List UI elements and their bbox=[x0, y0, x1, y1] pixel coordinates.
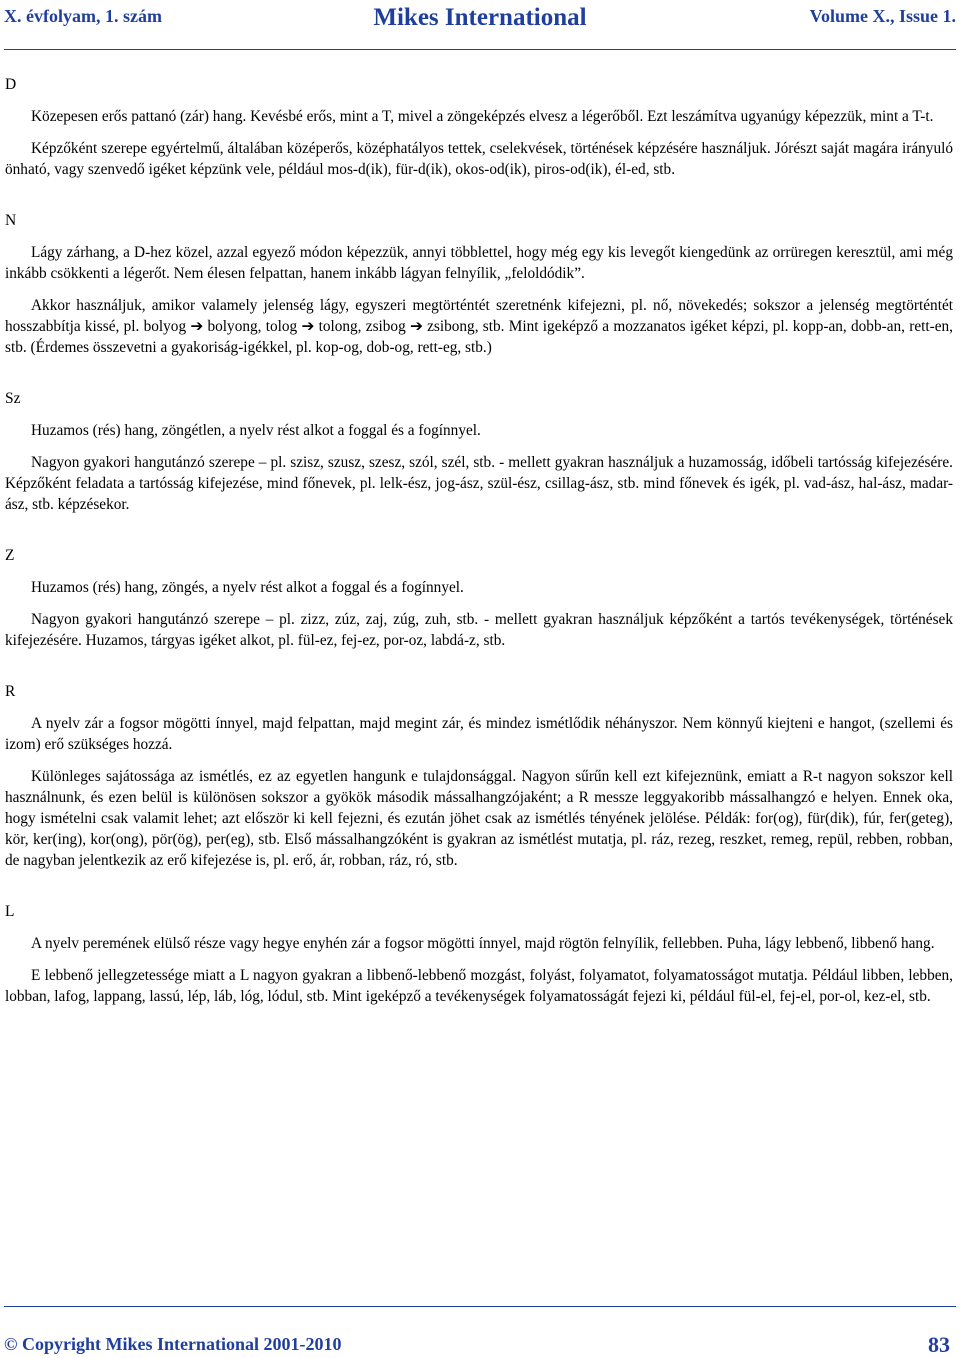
page-header bbox=[4, 2, 956, 42]
paragraph: Huzamos (rés) hang, zöngés, a nyelv rést alkot a foggal és a fogínnyel. bbox=[31, 579, 464, 596]
paragraph: A nyelv zár a fogsor mögötti ínnyel, majd felpattan, majd megint zár, és mindez ismétlődik néhányszor. Nem könnyű kiejteni e hangot, (szellemi és izom) erő szükséges hozzá. bbox=[5, 715, 953, 753]
page-footer bbox=[4, 1330, 956, 1356]
paragraph: Nagyon gyakori hangutánzó szerepe – pl. szisz, szusz, szesz, szól, szél, stb. - mellett gyakran használjuk a huzamosság, időbeli tartósság kifejezésére. Képzőként feladata a tartósság kifejezése, mind főnevek, pl. lelk-ész, jog-ász, szül-ész, csillag-ász, stb. mind főnevek és igék, pl. vad-ász, hal-ász, madar-ász, stb. képzésekor. bbox=[5, 454, 953, 513]
journal-title: Mikes International bbox=[373, 4, 587, 31]
section-heading: R bbox=[5, 683, 16, 700]
section-heading: D bbox=[5, 76, 17, 93]
page-number: 83 bbox=[928, 1332, 950, 1357]
section-heading: N bbox=[5, 212, 17, 229]
paragraph: Nagyon gyakori hangutánzó szerepe – pl. zizz, zúz, zaj, zúg, zuh, stb. - mellett gyakran használjuk képzőként a tartós tevékenységek, történések kifejezésére. Huzamos, tárgyas igéket alkot, pl. fül-ez, fej-ez, por-oz, labdá-z, stb. bbox=[5, 611, 953, 649]
section-l bbox=[5, 901, 953, 1007]
section-heading: Z bbox=[5, 547, 15, 564]
footer-rule bbox=[4, 1306, 956, 1307]
copyright-notice: © Copyright Mikes International 2001-2010 bbox=[4, 1334, 342, 1354]
paragraph: E lebbenő jellegzetessége miatt a L nagyon gyakran a libbenő-lebbenő mozgást, folyást, folyamatot, folyamatosságot mutatja. Például libben, lebben, lobban, lafog, lappang, lassú, lép, láb, lóg, lódul, stb. Mint igeképző a tevékenységek folyamatosságát fejezi ki, például fül-el, fej-el, por-ol, kez-el, stb. bbox=[5, 967, 953, 1005]
section-n bbox=[5, 210, 953, 358]
issue-label-hungarian: X. évfolyam, 1. szám bbox=[4, 6, 162, 26]
paragraph: Akkor használjuk, amikor valamely jelenség lágy, egyszeri megtörténtét szeretnénk kifejezni, pl. nő, növekedés; sokszor a jelenség megtörténtét hosszabbítja kissé, pl. bolyog ➔ bolyong, tolog ➔ tolong, zsibog ➔ zsibong, stb. Mint igeképző a mozzanatos igéket képzi, pl. kopp-an, dobb-an, rett-en, stb. (Érdemes összevetni a gyakoriság-igékkel, pl. kop-og, dob-og, rett-eg, stb.) bbox=[5, 297, 953, 356]
section-heading: L bbox=[5, 903, 15, 920]
article-body bbox=[5, 74, 953, 1007]
issue-label-english: Volume X., Issue 1. bbox=[809, 6, 956, 26]
section-z bbox=[5, 545, 953, 651]
paragraph: Képzőként szerepe egyértelmű, általában középerős, középhatályos tettek, cselekvések, történések képzésére használjuk. Jórészt saját magára irányuló önható, vagy szenvedő igéket képzünk vele, például mos-d(ik), für-d(ik), okos-od(ik), piros-od(ik), él-ed, stb. bbox=[5, 140, 953, 178]
paragraph: A nyelv peremének elülső része vagy hegye enyhén zár a fogsor mögötti ínnyel, majd rögtön felnyílik, fellebben. Puha, lágy lebbenő, libbenő hang. bbox=[31, 935, 935, 952]
section-d bbox=[5, 74, 953, 180]
header-rule bbox=[4, 49, 956, 50]
paragraph: Lágy zárhang, a D-hez közel, azzal egyező módon képezzük, annyi többlettel, hogy még egy kis levegőt kiengedünk az orrüregen keresztül, ami még inkább csökkenti a légerőt. Nem élesen felpattan, hanem inkább lágyan felnyílik, „feloldódik”. bbox=[5, 244, 953, 282]
paragraph: Különleges sajátossága az ismétlés, ez az egyetlen hangunk e tulajdonsággal. Nagyon sűrűn kell ezt kifejeznünk, emiatt a R-t nagyon sokszor kell használnunk, és ezen belül is különösen sokszor a gyökök második mássalhangzójaként; a R messze leggyakoribb mássalhangzó e helyen. Ennek oka, hogy ismételni csak valamit lehet; azt először ki kell fejezni, és ezután jöhet csak az ismétlés tényének jelölése. Példák: for(og), für(dik), fúr, fer(geteg), kör, ker(ing), kor(ong), pör(ög), per(eg), stb. Első mássalhangzóként is gyakran az ismétlést mutatja, pl. ráz, rezeg, reszket, remeg, repül, rebben, robban, de nagyban jelentkezik az erő kifejezése is, pl. erő, ár, robban, ráz, ró, stb. bbox=[5, 768, 953, 869]
section-heading: Sz bbox=[5, 390, 21, 407]
paragraph: Huzamos (rés) hang, zöngétlen, a nyelv rést alkot a foggal és a fogínnyel. bbox=[31, 422, 481, 439]
section-r bbox=[5, 681, 953, 871]
paragraph: Közepesen erős pattanó (zár) hang. Kevésbé erős, mint a T, mivel a zöngeképzés elvesz a légerőből. Ezt leszámítva ugyanúgy képezzük, mint a T-t. bbox=[31, 108, 934, 125]
section-sz bbox=[5, 388, 953, 515]
